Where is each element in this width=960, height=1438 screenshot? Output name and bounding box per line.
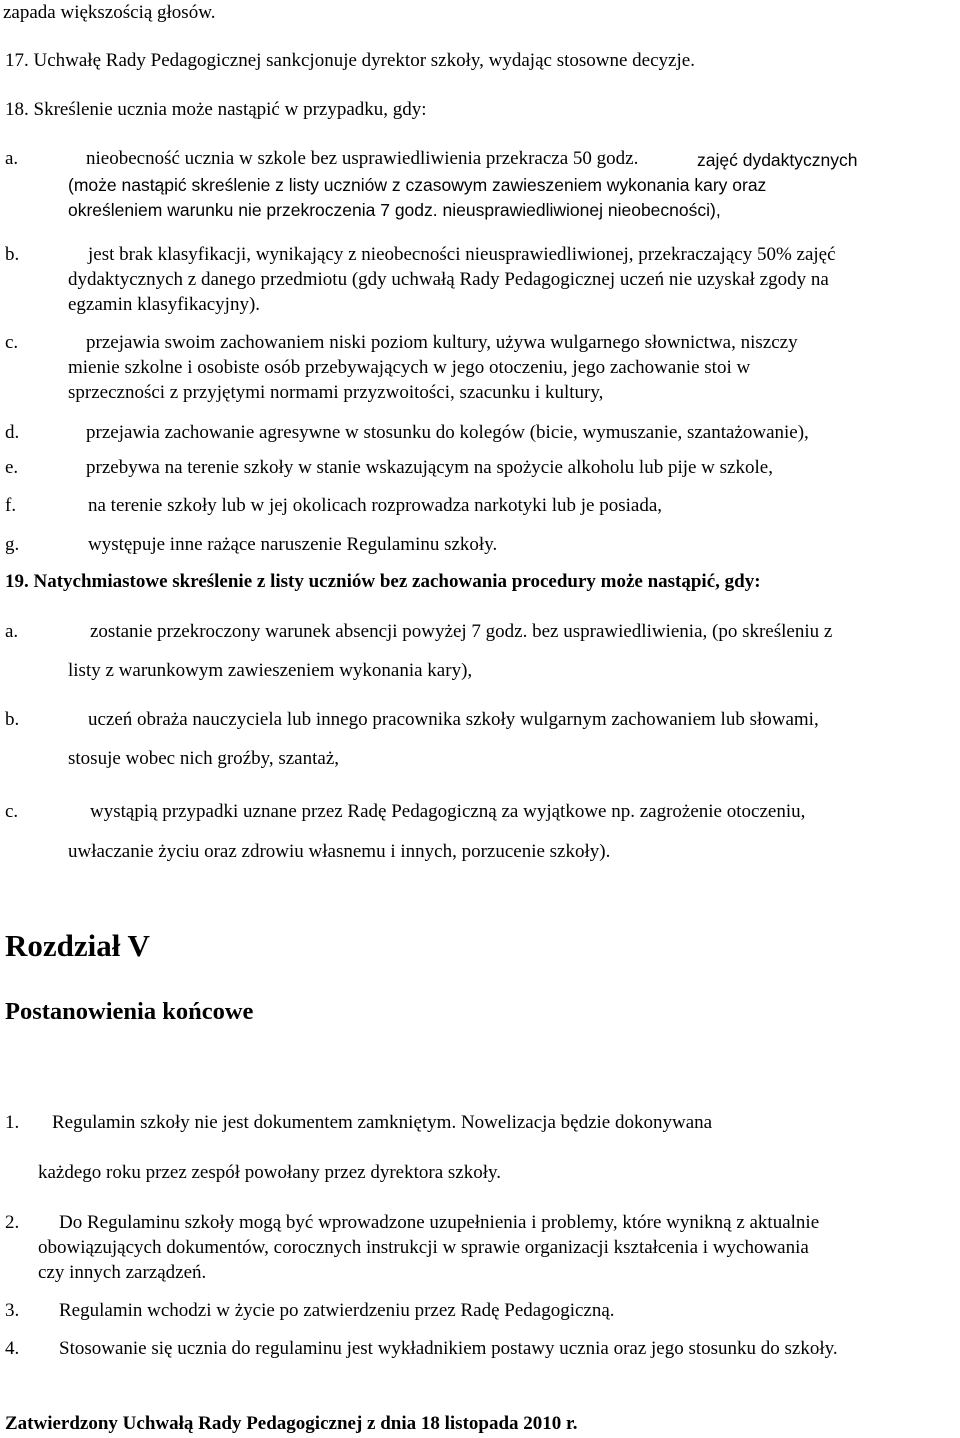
item-text: zajęć dydaktycznych: [697, 150, 858, 170]
item-text: zostanie przekroczony warunek absencji powyżej 7 godz. bez usprawiedliwienia, (po skreśleniu z: [90, 621, 833, 642]
item-label: b.: [5, 244, 20, 265]
item-text: uwłaczanie życiu oraz zdrowiu własnemu i innych, porzucenie szkoły).: [68, 841, 611, 862]
item-label: f.: [5, 495, 17, 516]
item-text: na terenie szkoły lub w jej okolicach rozprowadza narkotyki lub je posiada,: [88, 495, 663, 516]
item-text: Do Regulaminu szkoły mogą być wprowadzone uzupełnienia i problemy, które wynikną z aktualnie: [59, 1212, 820, 1233]
item-label: d.: [5, 422, 20, 443]
item-text: obowiązujących dokumentów, corocznych instrukcji w sprawie organizacji kształcenia i wychowania: [38, 1237, 809, 1258]
item-text: (może nastąpić skreślenie z listy uczniów z czasowym zawieszeniem wykonania kary oraz: [68, 175, 767, 195]
item-text: każdego roku przez zespół powołany przez dyrektora szkoły.: [38, 1162, 502, 1183]
item-text: Regulamin wchodzi w życie po zatwierdzeniu przez Radę Pedagogiczną.: [59, 1300, 615, 1321]
item-text: stosuje wobec nich groźby, szantaż,: [68, 748, 340, 769]
item-label: 3.: [5, 1300, 20, 1321]
point-17: 17. Uchwałę Rady Pedagogicznej sankcjonuje dyrektor szkoły, wydając stosowne decyzje.: [5, 50, 695, 71]
item-label: 2.: [5, 1212, 20, 1233]
item-label: 4.: [5, 1338, 20, 1359]
item-text: przejawia zachowanie agresywne w stosunku do kolegów (bicie, wymuszanie, szantażowanie),: [86, 422, 809, 443]
chapter-title: Rozdział V: [5, 928, 150, 963]
item-text: uczeń obraża nauczyciela lub innego pracownika szkoły wulgarnym zachowaniem lub słowami,: [88, 709, 819, 730]
point-19: 19. Natychmiastowe skreślenie z listy uczniów bez zachowania procedury może nastąpić, gdy:: [5, 571, 761, 592]
chapter-subtitle: Postanowienia końcowe: [5, 998, 254, 1025]
item-text: sprzeczności z przyjętymi normami przyzwoitości, szacunku i kultury,: [68, 382, 604, 403]
continuation-line: zapada większością głosów.: [3, 2, 216, 23]
item-text: dydaktycznych z danego przedmiotu (gdy uchwałą Rady Pedagogicznej uczeń nie uzyskał zgody na: [68, 269, 829, 290]
item-text: Stosowanie się ucznia do regulaminu jest wykładnikiem postawy ucznia oraz jego stosunku do szkoły.: [59, 1338, 838, 1359]
item-text: przejawia swoim zachowaniem niski poziom kultury, używa wulgarnego słownictwa, niszczy: [86, 332, 798, 353]
item-label: 1.: [5, 1112, 20, 1133]
item-text: Regulamin szkoły nie jest dokumentem zamkniętym. Nowelizacja będzie dokonywana: [52, 1112, 713, 1133]
item-label: e.: [5, 457, 19, 478]
item-text: egzamin klasyfikacyjny).: [68, 294, 261, 315]
item-text: wystąpią przypadki uznane przez Radę Pedagogiczną za wyjątkowe np. zagrożenie otoczeniu,: [90, 801, 806, 822]
item-label: c.: [5, 801, 19, 822]
point-18: 18. Skreślenie ucznia może nastąpić w przypadku, gdy:: [5, 99, 427, 120]
item-text: przebywa na terenie szkoły w stanie wskazującym na spożycie alkoholu lub pije w szkole,: [86, 457, 773, 478]
item-text: jest brak klasyfikacji, wynikający z nieobecności nieusprawiedliwionej, przekraczający 50% zajęć: [88, 244, 836, 265]
item-text: listy z warunkowym zawieszeniem wykonania kary),: [68, 660, 473, 681]
approval-note: Zatwierdzony Uchwałą Rady Pedagogicznej z dnia 18 listopada 2010 r.: [5, 1413, 578, 1434]
item-text: występuje inne rażące naruszenie Regulaminu szkoły.: [88, 534, 498, 555]
item-label: b.: [5, 709, 20, 730]
item-text: nieobecność ucznia w szkole bez usprawiedliwienia przekracza 50 godz.: [86, 148, 639, 169]
item-text: określeniem warunku nie przekroczenia 7 godz. nieusprawiedliwionej nieobecności),: [68, 200, 721, 220]
item-text: mienie szkolne i osobiste osób przebywających w jego otoczeniu, jego zachowanie stoi w: [68, 357, 751, 378]
item-label: a.: [5, 148, 19, 169]
item-label: a.: [5, 621, 19, 642]
item-text: czy innych zarządzeń.: [38, 1262, 207, 1283]
item-label: g.: [5, 534, 20, 555]
item-label: c.: [5, 332, 19, 353]
